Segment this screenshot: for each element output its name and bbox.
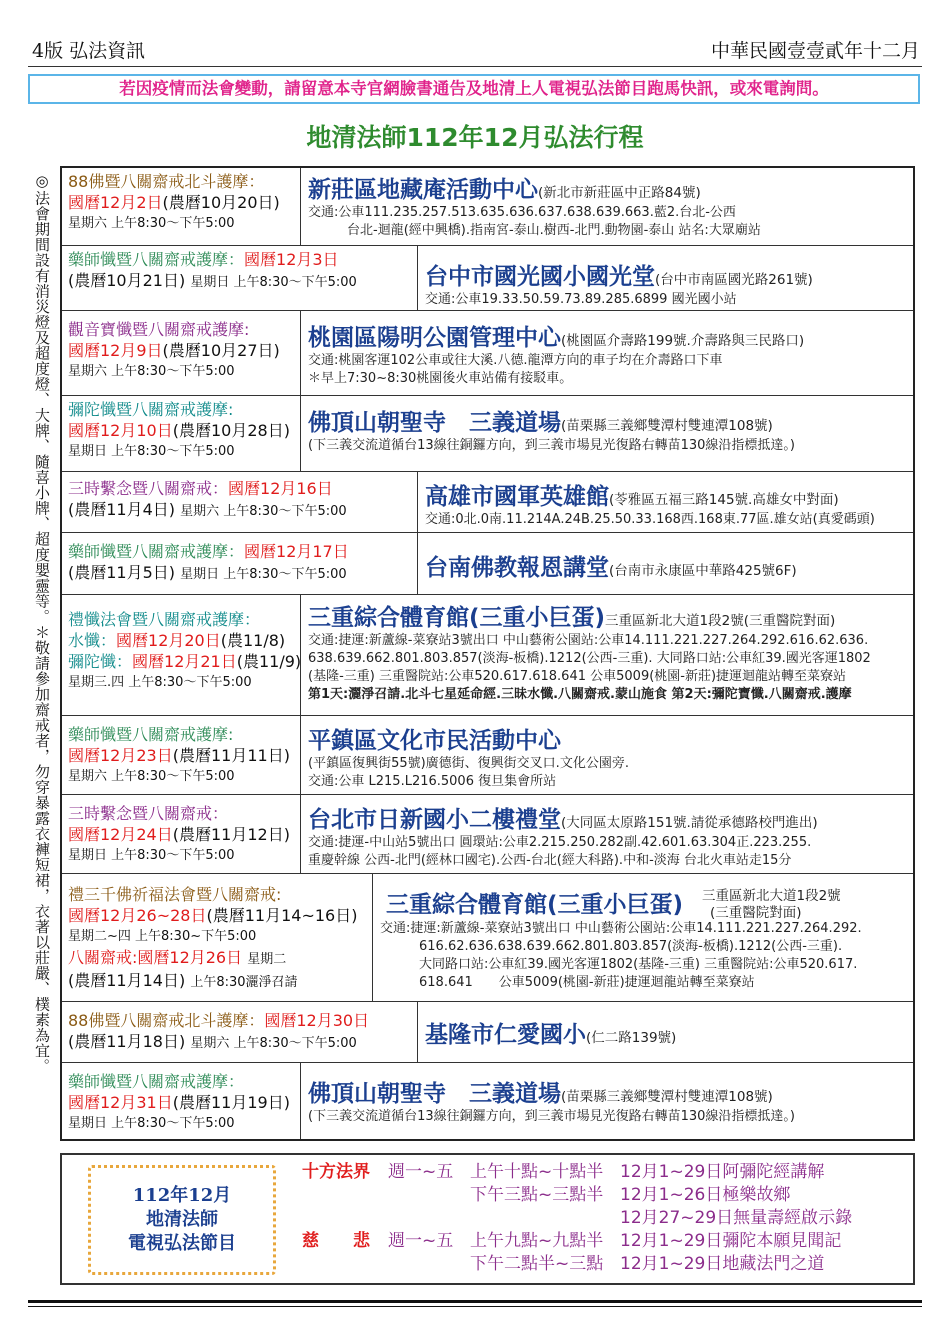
event-venue-block [425,478,909,529]
venue-name: 台北市日新國小二樓禮堂 [308,807,561,833]
event-type: 藥師懺暨八關齋戒護摩： [68,1072,245,1091]
transport-info: 交通:捷運:新蘆線-菜寮站3號出口 中山藝術公園站:公車14.111.221.227.264.292.616.62.636. [308,633,869,648]
event-date: 國曆12月3日 [244,250,339,269]
event-when [68,724,290,787]
venue-address: (平鎮區復興街55號)廣德街、復興街交叉口.文化公園旁. [308,756,629,771]
transport-info: 638.639.662.801.803.857(淡海-板橋).1212(公西-三重). 大同路口站:公車紅39.國光客運1802 [308,651,871,666]
event-time: 星期六 上午8:30～下午5:00 [68,216,235,231]
event-date: 國曆12月2日 [68,193,163,212]
event-when [68,399,290,462]
event-row [62,168,913,246]
venue-address: (台中市南區國光路261號) [655,272,813,288]
event-weekday: 星期二 [247,952,287,967]
venue-name: 台中市國光國小國光堂 [425,264,655,290]
transport-info: 大同路口站:公車紅39.國光客運1802(基隆-三重) 三重醫院站:公車520.617. [380,957,858,972]
tv-row [302,1230,902,1253]
event-row [62,595,913,716]
tv-channel: 慈 悲 [302,1231,370,1251]
event-venue-block [380,884,909,992]
event-date: 國曆12月16日 [228,479,333,498]
event-time: 星期日 上午8:30～下午5:00 [68,1116,235,1131]
venue-address: (新北市新莊區中正路84號) [538,185,701,201]
event-time: 星期二~四 上午8:30~下午5:00 [68,929,257,944]
transport-info: (基隆-三重) 三重醫院站:公車520.617.618.641 公車5009(桃園-新莊)捷運迴龍站轉至菜寮站 [308,669,847,684]
event-time: 星期日 上午8:30～下午5:00 [68,444,235,459]
transport-info: (下三義交流道循台13線往銅鑼方向，到三義市場見光復路右轉苗130線沿指標抵達。) [308,1109,795,1124]
event-row [62,246,913,311]
transport-info: 交通:桃園客運102公車或往大溪.八德.龍潭方向的車子均在介壽路口下車 [308,353,723,368]
event-date: 國曆12月9日 [68,341,163,360]
transport-info: ＊早上7:30~8:30桃園後火車站備有接駁車。 [308,371,573,386]
venue-name: 佛頂山朝聖寺 三義道場 [308,410,561,436]
event-venue-block [308,599,909,704]
column-divider [417,533,418,594]
tv-box-line: 地清法師 [146,1209,218,1230]
tv-row [302,1184,902,1207]
tv-row [302,1207,902,1230]
event-type: 藥師懺暨八關齋戒護摩： [68,542,245,561]
venue-name: 三重綜合體育館(三重小巨蛋) [386,892,684,918]
tv-program-frame [88,1165,276,1275]
tv-program-box [60,1153,915,1285]
venue-name: 基隆市仁愛國小 [425,1022,586,1048]
event-date: 國曆12月24日 [68,825,173,844]
event-type: 88佛暨八關齋戒北斗護摩： [68,172,265,191]
venue-address: (三重醫院對面) [710,905,802,921]
transport-info: 618.641 公車5009(桃園-新莊)捷運迴龍站轉至菜寮站 [380,975,755,990]
event-session: 彌陀懺： [68,652,133,671]
venue-name: 新莊區地藏庵活動中心 [308,177,538,203]
event-time: 星期日 上午8:30～下午5:00 [68,848,235,863]
event-row [62,472,913,533]
tv-days: 週一~五 [388,1231,454,1251]
column-divider [300,311,301,395]
tv-schedule [302,1161,902,1276]
page-header-left: 4版 弘法資訊 [32,40,146,62]
column-divider [300,795,301,873]
event-row [62,533,913,595]
event-date: 國曆12月20日 [116,631,221,650]
tv-box-line: 電視弘法節目 [128,1233,236,1254]
event-time: 星期六 上午8:30～下午5:00 [180,504,347,519]
notice-banner: 若因疫情而法會變動，請留意本寺官網臉書通告及地清上人電視弘法節目跑馬快訊，或來電詢問。 [28,74,920,104]
event-row [62,874,913,1002]
transport-info: 616.62.636.638.639.662.801.803.857(淡海-板橋).1212(公西-三重). [380,939,843,954]
venue-address: (大同區太原路151號.請從承德路校門進出) [561,815,818,831]
tv-content: 12月1~26日極樂故鄉 [620,1185,791,1205]
event-session: 水懺： [68,631,117,650]
side-note: ◎法會期間設有消災燈及超度燈、大牌、隨喜小牌、超度嬰靈等。＊敬請參加齋戒者，勿穿暴露衣褲短裙，衣著以莊嚴、樸素為宜。 [33,172,51,1074]
column-divider [417,472,418,532]
event-type: 觀音寶懺暨八關齋戒護摩: [68,320,250,339]
tv-box-line: 112年12月 [132,1185,232,1206]
event-time: 星期六 上午8:30～下午5:00 [68,364,235,379]
event-date: 國曆12月26~28日 [68,906,207,925]
tv-content: 12月27~29日無量壽經啟示錄 [620,1208,853,1228]
tv-row [302,1253,902,1276]
tv-content: 12月1~29日彌陀本願見聞記 [620,1231,842,1251]
column-divider [372,874,373,1001]
event-date: 國曆12月17日 [244,542,349,561]
event-type: 禮懺法會暨八關齋戒護摩： [68,610,261,629]
venue-address: 三重區新北大道1段2號 [702,888,841,904]
page-title: 地清法師112年12月弘法行程 [306,123,644,152]
tv-time: 上午九點~九點半 [470,1231,604,1251]
venue-name: 桃園區陽明公園管理中心 [308,325,561,351]
transport-info: (下三義交流道循台13線往銅鑼方向，到三義市場見光復路右轉苗130線沿指標抵達。) [308,438,795,453]
event-lunar-date: (農曆11月14日) [68,971,186,990]
event-lunar-date: (農曆11月4日) [68,500,176,519]
event-row [62,1002,913,1063]
event-when [68,541,349,585]
column-divider [417,1002,418,1062]
tv-channel: 十方法界 [302,1162,370,1182]
event-lunar-date: (農曆11月5日) [68,563,176,582]
venue-address: (苗栗縣三義鄉雙潭村雙連潭108號) [561,1089,773,1105]
event-venue-block [425,258,909,309]
event-type: 藥師懺暨八關齋戒護摩： [68,250,245,269]
venue-address: (桃園區介壽路199號.介壽路與三民路口) [561,333,805,349]
venue-address: (苓雅區五福三路145號.高雄女中對面) [609,492,839,508]
event-lunar-date: (農曆10月28日) [172,421,290,440]
event-type: 禮三千佛祈福法會暨八關齋戒: [68,885,282,904]
event-row [62,795,913,874]
event-lunar-date: (農曆11月12日) [172,825,290,844]
venue-name: 高雄市國軍英雄館 [425,484,609,510]
tv-days: 週一~五 [388,1162,454,1182]
transport-info: 交通:捷運:新蘆線-菜寮站3號出口 中山藝術公園站:公車14.111.221.227.264.292. [380,921,862,936]
venue-address: (台南市永康區中華路425號6F) [609,563,797,579]
venue-address: (仁二路139號) [586,1030,677,1046]
event-lunar-date: (農曆10月21日) [68,271,186,290]
event-time: 星期六 上午8:30～下午5:00 [190,1036,357,1051]
event-venue-block [425,549,909,582]
tv-time: 上午十點~十點半 [470,1162,604,1182]
schedule-table [60,166,915,1141]
venue-name: 佛頂山朝聖寺 三義道場 [308,1081,561,1107]
event-when [68,249,357,293]
transport-info: 台北-迴龍(經中興橋).指南宮-泰山.樹西-北門.動物園-泰山 站名:大眾廟站 [308,223,761,238]
column-divider [300,716,301,794]
event-row [62,311,913,396]
transport-info: 交通:公車19.33.50.59.73.89.285.6899 國光國小站 [425,292,737,307]
footer-rule [28,1300,922,1303]
event-lunar-date: (農11/8) [220,631,286,650]
event-type: 三時繫念暨八關齋戒： [68,804,229,823]
transport-info: 交通:公車111.235.257.513.635.636.637.638.639.663.藍2.台北-公西 [308,205,736,220]
event-venue-block [308,404,909,455]
transport-info: 交通:0北.0南.11.214A.24B.25.50.33.168西.168東.77區.雄女站(真愛碼頭) [425,512,875,527]
transport-info: 重慶幹線 公西-北門(經林口國宅).公西-台北(經大科路).中和-淡海 台北火車站走15分 [308,853,792,868]
event-when [68,171,280,234]
venue-address: (苗栗縣三義鄉雙潭村雙連潭108號) [561,418,773,434]
event-when [68,478,347,522]
event-venue-block [308,319,909,388]
event-time: 星期六 上午8:30～下午5:00 [68,769,235,784]
event-type: 三時繫念暨八關齋戒： [68,479,229,498]
event-lunar-date: (農曆11月18日) [68,1032,186,1051]
event-venue-block [425,1016,909,1049]
tv-time: 下午二點半~三點 [470,1254,604,1274]
page-header-right: 中華民國壹壹貳年十二月 [710,40,920,62]
event-type: 88佛暨八關齋戒北斗護摩： [68,1011,265,1030]
venue-name: 三重綜合體育館(三重小巨蛋) [308,605,606,631]
footer-rule-thin [28,1306,922,1307]
column-divider [417,246,418,310]
header-rule [28,66,922,67]
event-when [68,803,290,866]
event-venue-block [308,722,909,791]
event-when [68,884,357,993]
event-lunar-date: (農曆10月27日) [162,341,280,360]
tv-content: 12月1~29日地藏法門之道 [620,1254,825,1274]
event-time: 星期日 上午8:30～下午5:00 [190,275,357,290]
event-date: 國曆12月10日 [68,421,173,440]
event-venue-block [308,171,909,240]
tv-content: 12月1~29日阿彌陀經講解 [620,1162,825,1182]
tv-time: 下午三點~三點半 [470,1185,604,1205]
column-divider [300,396,301,471]
event-when [68,609,301,693]
venue-name: 台南佛教報恩講堂 [425,555,609,581]
event-venue-block [308,1075,909,1126]
column-divider [300,1063,301,1139]
event-lunar-date: (農曆11月14~16日) [206,906,358,925]
event-when [68,1010,369,1054]
event-time: 上午8:30灑淨召請 [190,975,298,990]
event-time: 星期三.四 上午8:30～下午5:00 [68,675,252,690]
event-row [62,396,913,472]
event-date: 國曆12月23日 [68,746,173,765]
transport-info: 交通:公車 L215.L216.5006 復旦集會所站 [308,774,557,789]
venue-address: 三重區新北大道1段2號(三重醫院對面) [605,613,836,629]
event-when [68,1071,290,1134]
column-divider [300,595,301,715]
event-lunar-date: (農曆11月19日) [172,1093,290,1112]
event-time: 星期日 上午8:30～下午5:00 [180,567,347,582]
ritual-program: 第1天:灑淨召請.北斗七星延命經.三昧水懺.八關齋戒.蒙山施食 第2天:彌陀寶懺.八關齋戒.護摩 [308,687,852,702]
event-row [62,1063,913,1139]
event-lunar-date: (農11/9) [236,652,302,671]
tv-row [302,1161,902,1184]
event-type: 彌陀懺暨八關齋戒護摩: [68,400,234,419]
event-date: 國曆12月21日 [132,652,237,671]
event-venue-block [308,801,909,870]
event-lunar-date: (農曆10月20日) [162,193,280,212]
event-date: 國曆12月30日 [264,1011,370,1030]
event-date: 八關齋戒:國曆12月26日 [68,948,243,967]
event-type: 藥師懺暨八關齋戒護摩: [68,725,234,744]
event-lunar-date: (農曆11月11日) [172,746,290,765]
venue-name: 平鎮區文化市民活動中心 [308,728,561,754]
transport-info: 交通:捷運-中山站5號出口 圓環站:公車2.215.250.282副.42.601.63.304正.223.255. [308,835,812,850]
column-divider [300,168,301,245]
event-date: 國曆12月31日 [68,1093,173,1112]
event-row [62,716,913,795]
event-when [68,319,280,382]
